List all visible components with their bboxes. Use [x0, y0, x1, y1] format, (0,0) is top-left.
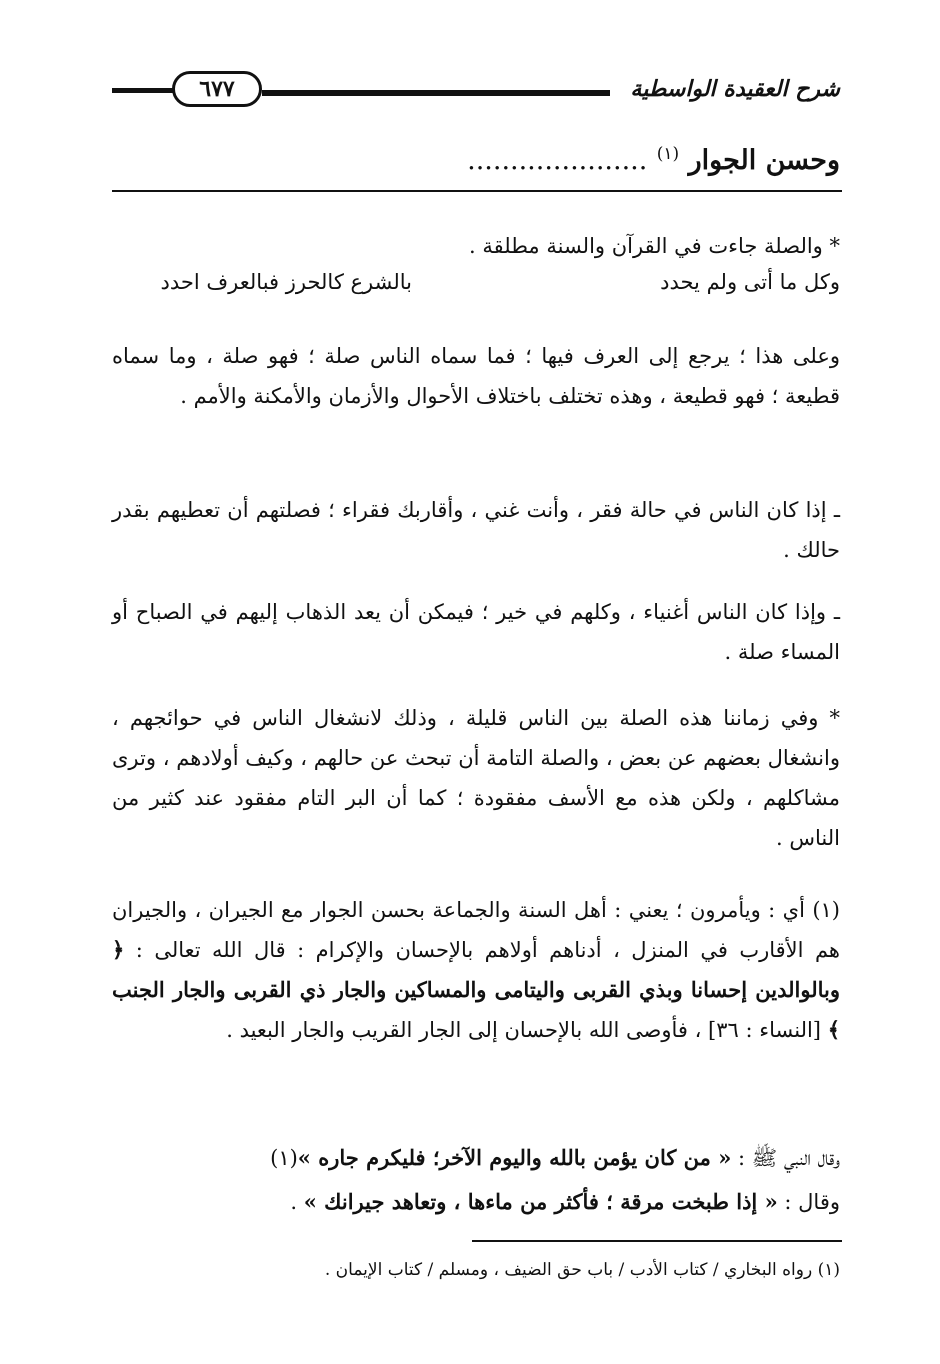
paragraph-5: * وفي زماننا هذه الصلة بين الناس قليلة ، وذلك لانشغال الناس في حوائجهم ، وانشغال بعضهم عن بعض ، والصلة التامة أن تبحث عن حالهم ، وكيف أولادهم ، وترى مشاكلهم ، ولكن هذه مع الأسف مفقودة ؛ كما أن البر التام مفقود عند كثير من الناس .	[112, 706, 840, 850]
hadith-intro: وقال النبي ﷺ :	[738, 1146, 840, 1170]
verse-second-half: بالشرع كالحرز فبالعرف احدد	[160, 270, 412, 294]
section-heading	[112, 144, 840, 184]
quran-verse: ﴿ وبالوالدين إحسانا وبذي القربى واليتامى والمساكين والجار ذي القربى والجار الجنب ﴾	[112, 937, 840, 1042]
footnote-rule	[472, 1240, 842, 1242]
hadith-intro-2: وقال :	[784, 1190, 840, 1214]
section-heading-text: وحسن الجوار	[688, 145, 840, 176]
running-title: شرح العقيدة الواسطية	[630, 76, 840, 102]
paragraph-4: ـ وإذا كان الناس أغنياء ، وكلهم في خير ؛ فيمكن أن يعد الذهاب إليهم في الصباح أو المساء صلة .	[112, 600, 840, 664]
footnote: (١) رواه البخاري / كتاب الأدب / باب حق الضيف ، ومسلم / كتاب الإيمان .	[324, 1260, 840, 1280]
hadith-text-2: « إذا طبخت مرقة ؛ فأكثر من ماءها ، وتعاهد جيرانك »	[303, 1189, 778, 1214]
section-rule	[112, 190, 842, 192]
paragraph-8-end: .	[290, 1190, 298, 1214]
paragraph-7	[112, 1138, 840, 1178]
page-number: ٦٧٧	[172, 71, 262, 107]
paragraph-3: ـ إذا كان الناس في حالة فقر ، وأنت غني ، وأقاربك فقراء ؛ فصلتهم أن تعطيهم بقدر حالك .	[112, 498, 840, 562]
header-rule-right	[262, 90, 610, 96]
verse-reference: [النساء : ٣٦] ، فأوصى الله بالإحسان إلى الجار القريب والجار البعيد .	[226, 1018, 821, 1042]
heading-footnote-mark: (١)	[656, 144, 680, 164]
paragraph-6	[112, 890, 840, 1050]
paragraph-1: * والصلة جاءت في القرآن والسنة مطلقة .	[469, 234, 840, 258]
paragraph-2: وعلى هذا ؛ يرجع إلى العرف فيها ؛ فما سماه الناس صلة ؛ فهو صلة ، وما سماه قطيعة ؛ فهو قطيعة ، وهذه تختلف باختلاف الأحوال والأزمان والأمكنة والأمم .	[112, 344, 840, 408]
header-rule-left	[112, 88, 174, 93]
verse-first-half: وكل ما أتى ولم يحدد	[660, 270, 840, 294]
hadith-footnote-mark: (١)	[270, 1146, 298, 1170]
paragraph-8	[112, 1182, 840, 1222]
heading-dots: .....................	[467, 145, 648, 176]
commentary-text: (١) أي : ويأمرون ؛ يعني : أهل السنة والجماعة بحسن الجوار مع الجيران ، والجيران هم الأقارب في المنزل ، أدناهم أولاهم بالإحسان والإكرام : قال الله تعالى :	[112, 898, 840, 962]
hadith-text: « من كان يؤمن بالله واليوم الآخر؛ فليكرم جاره »	[297, 1145, 732, 1170]
